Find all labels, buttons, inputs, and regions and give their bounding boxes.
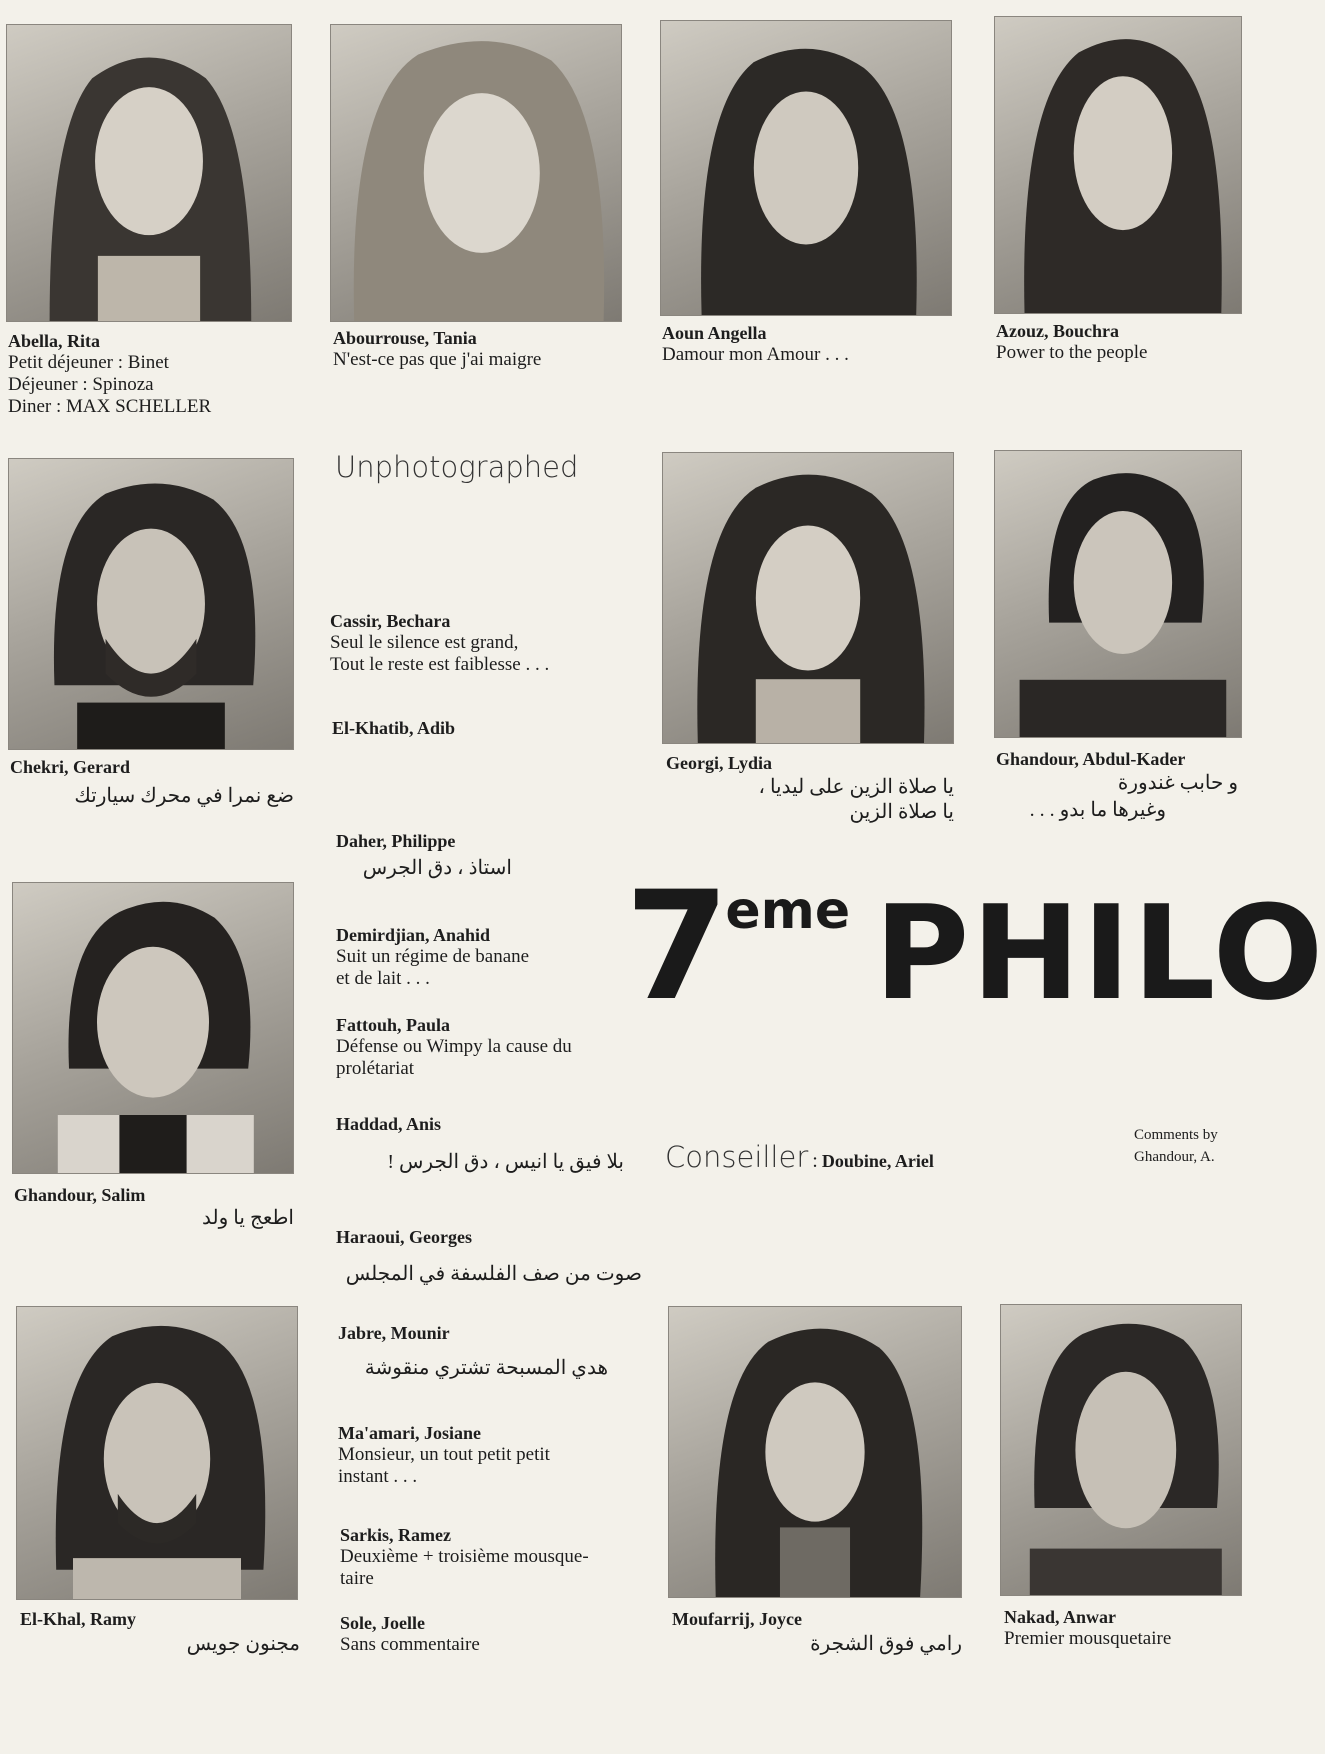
student-comment: Suit un régime de banane	[336, 946, 530, 967]
student-name: Sole, Joelle	[340, 1613, 425, 1633]
student-name: Aoun Angella	[662, 323, 767, 343]
student-comment-arabic: وغيرها ما بدو . . .	[1029, 799, 1166, 821]
portrait-photo-chekri	[8, 458, 294, 750]
student-comment-arabic: و حابب غندورة	[1117, 772, 1238, 794]
student-comment: Défense ou Wimpy la cause du	[336, 1036, 572, 1057]
student-comment: taire	[340, 1568, 374, 1589]
student-name: Abourrouse, Tania	[333, 328, 477, 348]
student-comment: Premier mousquetaire	[1004, 1628, 1172, 1649]
class-title	[625, 860, 1325, 1034]
unphotographed-heading: Unphotographed	[335, 450, 579, 484]
portrait-photo-nakad	[1000, 1304, 1242, 1596]
student-entry-moufarrij	[672, 1608, 802, 1630]
credit-line: Ghandour, A.	[1134, 1149, 1215, 1165]
student-comment: Seul le silence est grand,	[330, 632, 519, 653]
student-entry-daher	[336, 830, 455, 852]
portrait-photo-ghandour-abdul-kader	[994, 450, 1242, 738]
student-comment-arabic: يا صلاة الزين على ليديا ،	[758, 776, 954, 798]
portrait-photo-el-khal	[16, 1306, 298, 1600]
student-comment: Sans commentaire	[340, 1634, 480, 1655]
portrait-photo-aoun	[660, 20, 952, 316]
conseiller-separator: :	[812, 1150, 818, 1172]
student-name: Daher, Philippe	[336, 831, 456, 851]
student-name: Georgi, Lydia	[666, 753, 773, 773]
portrait-photo-ghandour-salim	[12, 882, 294, 1174]
student-name: Ma'amari, Josiane	[338, 1423, 481, 1443]
student-comment: Deuxième + troisième mousque-	[340, 1546, 589, 1567]
student-entry-fattouh	[336, 1014, 572, 1080]
student-entry-maamari	[338, 1422, 550, 1488]
student-entry-sarkis	[340, 1524, 589, 1590]
student-comment: Damour mon Amour . . .	[662, 344, 849, 365]
student-comment: Tout le reste est faiblesse . . .	[330, 654, 550, 675]
student-comment-arabic: صوت من صف الفلسفة في المجلس	[345, 1263, 642, 1285]
student-comment: Déjeuner : Spinoza	[8, 374, 154, 395]
student-comment: Power to the people	[996, 342, 1148, 363]
portrait-photo-azouz	[994, 16, 1242, 314]
title-superscript: eme	[725, 881, 851, 941]
student-name: El-Khal, Ramy	[20, 1609, 137, 1629]
student-entry-aoun	[662, 322, 849, 366]
student-name: Demirdjian, Anahid	[336, 925, 491, 945]
student-name: Cassir, Bechara	[330, 611, 451, 631]
student-name: Nakad, Anwar	[1004, 1607, 1117, 1627]
student-entry-azouz	[996, 320, 1147, 364]
student-comment: N'est-ce pas que j'ai maigre	[333, 349, 542, 370]
student-comment-arabic: ضع نمرا في محرك سيارتك	[74, 785, 294, 807]
student-entry-abourrouse	[333, 327, 541, 371]
student-entry-demirdjian	[336, 924, 529, 990]
student-name: Ghandour, Abdul-Kader	[996, 749, 1186, 769]
student-entry-georgi	[666, 752, 772, 774]
student-name: Ghandour, Salim	[14, 1185, 146, 1205]
student-comment-arabic: رامي فوق الشجرة	[810, 1633, 962, 1655]
conseiller-label: Conseiller	[665, 1140, 809, 1174]
student-entry-ghandour-salim	[14, 1184, 145, 1206]
student-comment-arabic: بلا فيق يا انيس ، دق الجرس !	[387, 1151, 624, 1173]
student-comment: Diner : MAX SCHELLER	[8, 396, 212, 417]
comments-credit	[1134, 1124, 1218, 1168]
student-name: Sarkis, Ramez	[340, 1525, 451, 1545]
student-entry-el-khal	[20, 1608, 136, 1630]
student-entry-abella	[8, 330, 211, 418]
student-comment-arabic: اطعج يا ولد	[202, 1207, 294, 1229]
student-entry-el-khatib	[332, 717, 455, 739]
student-entry-haddad	[336, 1113, 441, 1135]
student-name: Moufarrij, Joyce	[672, 1609, 802, 1629]
student-entry-chekri	[10, 756, 130, 778]
student-comment: instant . . .	[338, 1466, 418, 1487]
student-comment-arabic: مجنون جويس	[186, 1633, 300, 1655]
student-comment: Petit déjeuner : Binet	[8, 352, 169, 373]
student-name: Fattouh, Paula	[336, 1015, 451, 1035]
student-comment: et de lait . . .	[336, 968, 430, 989]
portrait-photo-moufarrij	[668, 1306, 962, 1598]
student-name: El-Khatib, Adib	[332, 718, 456, 738]
student-entry-sole	[340, 1612, 480, 1656]
student-entry-haraoui	[336, 1226, 472, 1248]
student-entry-ghandour-abdul-kader	[996, 748, 1185, 770]
student-comment: prolétariat	[336, 1058, 415, 1079]
student-name: Haraoui, Georges	[336, 1227, 472, 1247]
student-name: Chekri, Gerard	[10, 757, 130, 777]
portrait-photo-abourrouse	[330, 24, 622, 322]
student-entry-nakad	[1004, 1606, 1171, 1650]
title-word: PHILO	[874, 877, 1325, 1029]
student-comment-arabic: استاذ ، دق الجرس	[362, 857, 512, 879]
conseiller-name: Doubine, Ariel	[821, 1151, 934, 1171]
student-entry-jabre	[338, 1322, 450, 1344]
student-comment-arabic: هدي المسبحة تشتري منقوشة	[364, 1357, 608, 1379]
portrait-photo-georgi	[662, 452, 954, 744]
student-name: Azouz, Bouchra	[996, 321, 1119, 341]
student-name: Abella, Rita	[8, 331, 100, 351]
portrait-photo-abella	[6, 24, 292, 322]
student-comment-arabic: يا صلاة الزين	[849, 801, 954, 823]
student-comment: Monsieur, un tout petit petit	[338, 1444, 550, 1465]
conseiller-line	[665, 1140, 934, 1174]
title-number: 7	[625, 860, 724, 1034]
student-name: Jabre, Mounir	[338, 1323, 450, 1343]
student-entry-cassir	[330, 610, 549, 676]
credit-line: Comments by	[1134, 1127, 1218, 1143]
student-name: Haddad, Anis	[336, 1114, 442, 1134]
